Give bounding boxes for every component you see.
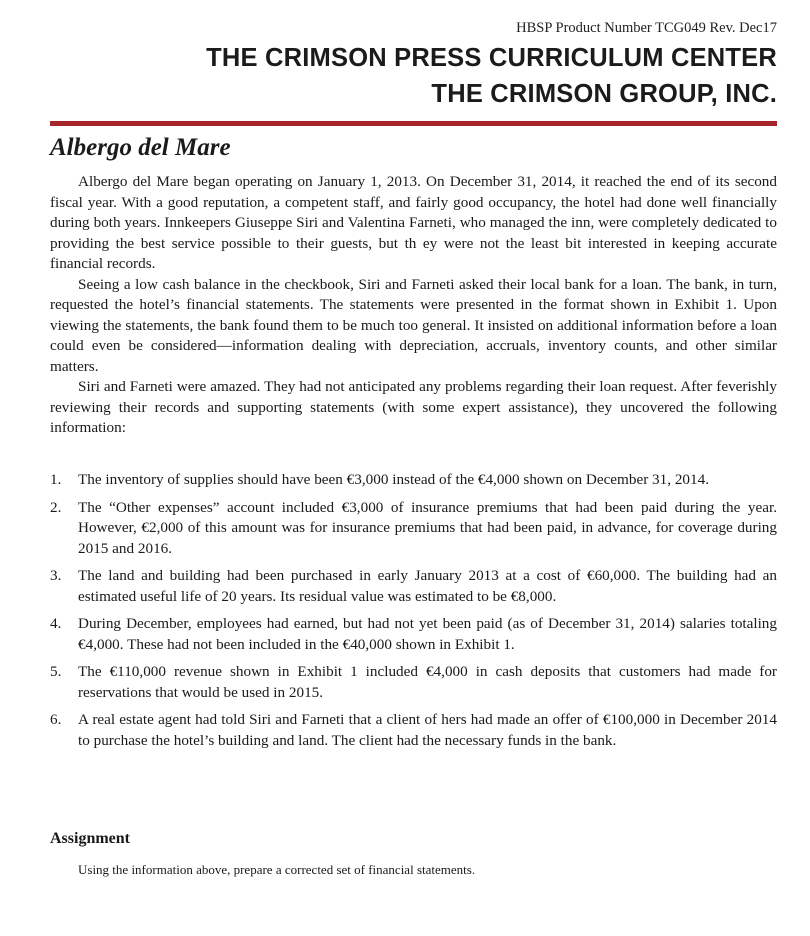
item-number: 3. [50, 567, 62, 584]
item-text: The land and building had been purchased in early January 2013 at a cost of €60,000. The building had an estimated useful life of 20 years. Its residual value was estimated to be €8,000. [78, 567, 777, 605]
paragraph: Seeing a low cash balance in the checkbook, Siri and Farneti asked their local bank for a loan. The bank, in turn, requested the hotel’s financial statements. The statements were presented in the format shown in Exhibit 1. Upon viewing the statements, the bank found them to be much too general. It insisted on additional information before a loan could even be considered—information dealing with depreciation, accruals, inventory counts, and other similar matters. [50, 275, 777, 375]
case-body [50, 172, 777, 439]
item-number: 1. [50, 471, 62, 488]
item-text: During December, employees had earned, but had not yet been paid (as of December 31, 2014) salaries totaling €4,000. These had not been included in the €40,000 shown in Exhibit 1. [78, 615, 777, 653]
publisher-group: THE CRIMSON GROUP, INC. [431, 80, 777, 108]
product-number: HBSP Product Number TCG049 Rev. Dec17 [516, 20, 777, 36]
item-number: 6. [50, 711, 62, 728]
case-title: Albergo del Mare [50, 134, 231, 161]
list-item [50, 710, 777, 751]
item-text: The inventory of supplies should have been €3,000 instead of the €4,000 shown on December 31, 2014. [78, 471, 710, 488]
item-number: 4. [50, 615, 62, 632]
list-item [50, 566, 777, 607]
list-item [50, 614, 777, 655]
paragraph: Albergo del Mare began operating on January 1, 2013. On December 31, 2014, it reached the end of its second fiscal year. With a good reputation, a competent staff, and fairly good occupancy, the hotel had done well financially during both years. Innkeepers Giuseppe Siri and Valentina Farneti, who managed the inn, were completely dedicated to providing the best service possible to their guests, but th ey were not the least bit interested in keeping accurate financial records. [50, 173, 777, 272]
header-divider [50, 121, 777, 126]
item-text: The €110,000 revenue shown in Exhibit 1 included €4,000 in cash deposits that customers had made for reservations that would be used in 2015. [78, 663, 777, 701]
item-text: A real estate agent had told Siri and Farneti that a client of hers had made an offer of €100,000 in December 2014 to purchase the hotel’s building and land. The client had the necessary funds in the bank. [78, 711, 777, 749]
item-number: 2. [50, 498, 62, 516]
item-text: The “Other expenses” account included €3,000 of insurance premiums that had been paid during the year. However, €2,000 of this amount was for insurance premiums that had been paid, in advance, for coverage during 2015 and 2016. [78, 498, 777, 557]
assignment-text: Using the information above, prepare a corrected set of financial statements. [78, 862, 476, 877]
item-number: 5. [50, 663, 62, 680]
publisher-name: THE CRIMSON PRESS CURRICULUM CENTER [206, 44, 777, 72]
assignment-heading: Assignment [50, 830, 131, 847]
findings-list [50, 470, 777, 751]
list-item [50, 498, 777, 560]
paragraph: Siri and Farneti were amazed. They had not anticipated any problems regarding their loan request. After feverishly reviewing their records and supporting statements (with some expert assistance), they uncovered the following information: [50, 378, 777, 436]
list-item [50, 662, 777, 703]
list-item [50, 470, 777, 491]
